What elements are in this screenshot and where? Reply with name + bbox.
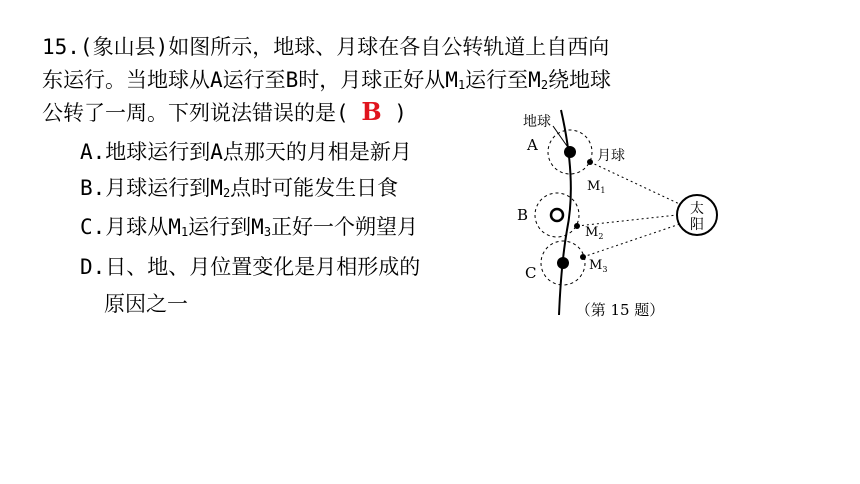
sun-label-bottom: 阳 — [690, 217, 704, 233]
earth-at-b — [551, 209, 563, 221]
option-d-line-2: 原因之一 — [104, 292, 188, 316]
sun-label-top: 太 — [690, 201, 704, 217]
question-line-1: 15.(象山县)如图所示，地球、月球在各自公转轨道上自西向 — [42, 35, 610, 59]
label-point-b: B — [517, 206, 529, 224]
orbit-diagram — [505, 100, 735, 330]
label-m2: $M_2$ — [585, 225, 604, 241]
label-moon: 月球 — [597, 148, 625, 164]
answer-mark: B — [361, 97, 382, 126]
question-line-2: 东运行。当地球从A运行至B时，月球正好从$M_1$运行至$M_2$绕地球 — [42, 68, 612, 92]
sun-ray-1 — [590, 162, 688, 208]
label-point-a: A — [527, 136, 538, 154]
option-d-line-1: D.日、地、月位置变化是月相形成的 — [80, 255, 421, 279]
label-m1: $M_1$ — [587, 179, 606, 195]
earth-at-a — [564, 146, 576, 158]
option-b: B.月球运行到$M_2$点时可能发生日食 — [80, 176, 399, 200]
label-earth: 地球 — [523, 114, 551, 130]
label-point-c: C — [525, 264, 537, 282]
option-a: A.地球运行到A点那天的月相是新月 — [80, 140, 412, 164]
option-c: C.月球从$M_1$运行到$M_3$正好一个朔望月 — [80, 215, 419, 239]
figure-caption: （第 15 题） — [575, 301, 665, 319]
question-line-3: 公转了一周。下列说法错误的是( B ) — [42, 97, 407, 126]
label-m3: $M_3$ — [589, 258, 608, 274]
earth-at-c — [557, 257, 569, 269]
